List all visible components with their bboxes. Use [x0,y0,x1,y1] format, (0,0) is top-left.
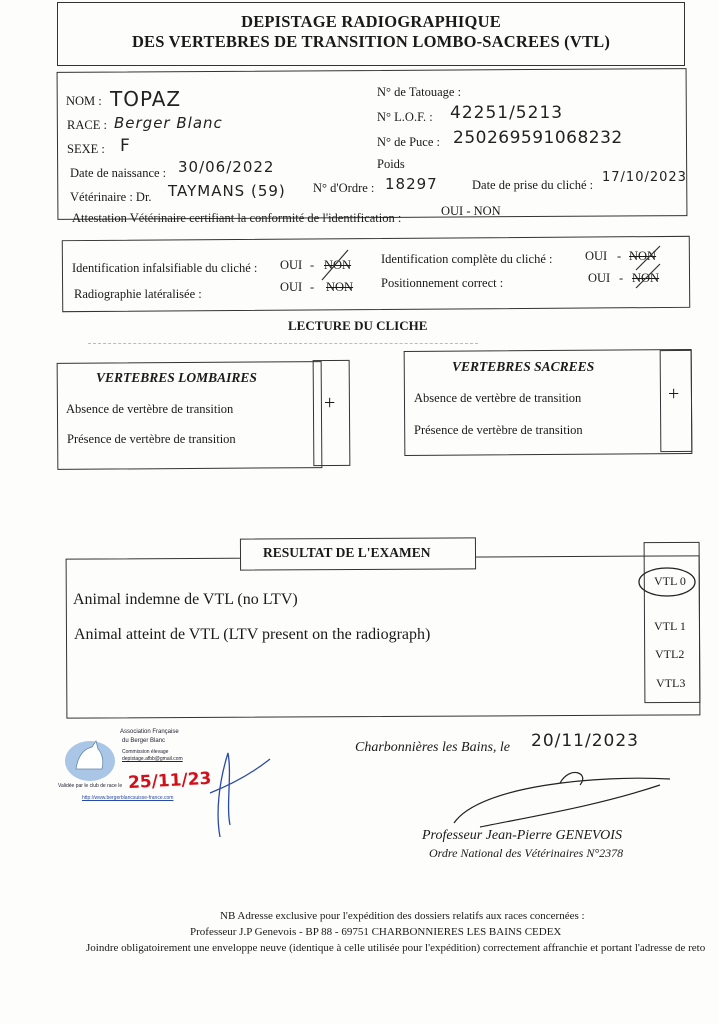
date-cliche-value: 17/10/2023 [602,170,687,185]
nom-label: NOM : [66,94,102,108]
lof-label: N° L.O.F. : [377,110,433,124]
vet-label: Vétérinaire : Dr. [70,190,152,204]
stamp-url: http://www.bergerblancsuisse-france.com [82,795,174,801]
sacrees-heading: VERTEBRES SACREES [452,359,595,374]
vet-value: TAYMANS (59) [168,182,286,200]
stamp-email: depistage.afbb@gmail.com [122,756,183,762]
lombaires-absence: Absence de vertèbre de transition [66,402,234,416]
result-atteint: Animal atteint de VTL (LTV present on the radiograph) [74,626,431,643]
complete-oui: OUI [585,249,608,263]
infalsifiable-oui: OUI [280,258,303,272]
sacrees-absence: Absence de vertèbre de transition [414,391,582,405]
dog-logo-icon [62,735,118,787]
professor-name: Professeur Jean-Pierre GENEVOIS [422,828,622,843]
footer-line1: NB Adresse exclusive pour l'expédition des dossiers relatifs aux races concernées : [220,910,585,922]
sep: - [310,258,315,272]
professor-ordre: Ordre National des Vétérinaires N°2378 [429,846,624,860]
stamp-org2: du Berger Blanc [122,738,166,744]
position-non: NON [632,271,660,285]
club-signature [190,745,280,845]
footer-line3: Joindre obligatoirement une enveloppe neuve (identique à celle utilisée pour l'expédition) correctement affranchie et portant l'adresse de reto [86,942,706,954]
sep: - [310,280,315,294]
sexe-value: F [120,136,131,156]
lombaires-presence: Présence de vertèbre de transition [67,432,236,446]
lecture-heading: LECTURE DU CLICHE [288,318,428,333]
tatouage-label: N° de Tatouage : [377,85,462,99]
sep: - [619,271,624,285]
lateral-non: NON [326,280,354,294]
ordre-label: N° d'Ordre : [313,181,375,195]
puce-label: N° de Puce : [377,135,440,149]
grade-vtl1: VTL 1 [654,619,686,633]
lateral-label: Radiographie latéralisée : [74,287,202,301]
stamp-valid: Validée par le club de race le [58,783,123,789]
sacrees-mark: + [668,383,680,405]
club-stamp [58,727,212,817]
lof-value: 42251/5213 [450,103,564,123]
race-label: RACE : [67,118,107,132]
stamp-commission: Commission élevage [122,749,169,755]
dob-label: Date de naissance : [70,166,167,180]
ordre-value: 18297 [385,175,438,193]
attestation-options: OUI - NON [441,204,501,218]
nom-value: TOPAZ [110,87,182,111]
selected-grade-circle [636,564,698,600]
title-line1: DEPISTAGE RADIOGRAPHIQUE [241,12,501,31]
grade-vtl2: VTL2 [655,647,685,661]
sep: - [617,249,622,263]
date-cliche-label: Date de prise du cliché : [472,178,594,192]
result-indemne: Animal indemne de VTL (no LTV) [73,591,298,608]
place-text: Charbonnières les Bains, le [355,740,511,755]
sexe-label: SEXE : [67,142,105,156]
race-value: Berger Blanc [114,114,223,132]
position-oui: OUI [588,271,611,285]
grade-vtl3: VTL3 [656,676,686,690]
lateral-oui: OUI [280,280,303,294]
attestation-label: Attestation Vétérinaire certifiant la conformité de l'identification : [72,211,402,225]
complete-label: Identification complète du cliché : [381,252,553,266]
stamp-org1: Association Française [120,729,179,735]
infalsifiable-non: NON [324,258,352,272]
infalsifiable-label: Identification infalsifiable du cliché : [72,261,258,275]
cross-out-marks [0,0,718,320]
complete-non: NON [629,249,657,263]
resultat-heading: RESULTAT DE L'EXAMEN [263,545,431,560]
puce-value: 250269591068232 [453,128,623,148]
professor-signature [440,765,680,835]
lombaires-heading: VERTEBRES LOMBAIRES [96,370,257,385]
stamp-date: 25/11/23 [127,768,212,794]
sacrees-presence: Présence de vertèbre de transition [414,423,583,437]
divider [88,343,478,344]
footer-line2: Professeur J.P Genevois - BP 88 - 69751 CHARBONNIERES LES BAINS CEDEX [190,926,562,938]
poids-label: Poids [377,157,405,171]
dob-value: 30/06/2022 [178,158,275,176]
title-line2: DES VERTEBRES DE TRANSITION LOMBO-SACREES (VTL) [131,32,611,51]
place-date: 20/11/2023 [531,731,639,751]
lombaires-mark: + [324,392,336,414]
grade-vtl0: VTL 0 [654,574,686,588]
position-label: Positionnement correct : [381,276,504,290]
